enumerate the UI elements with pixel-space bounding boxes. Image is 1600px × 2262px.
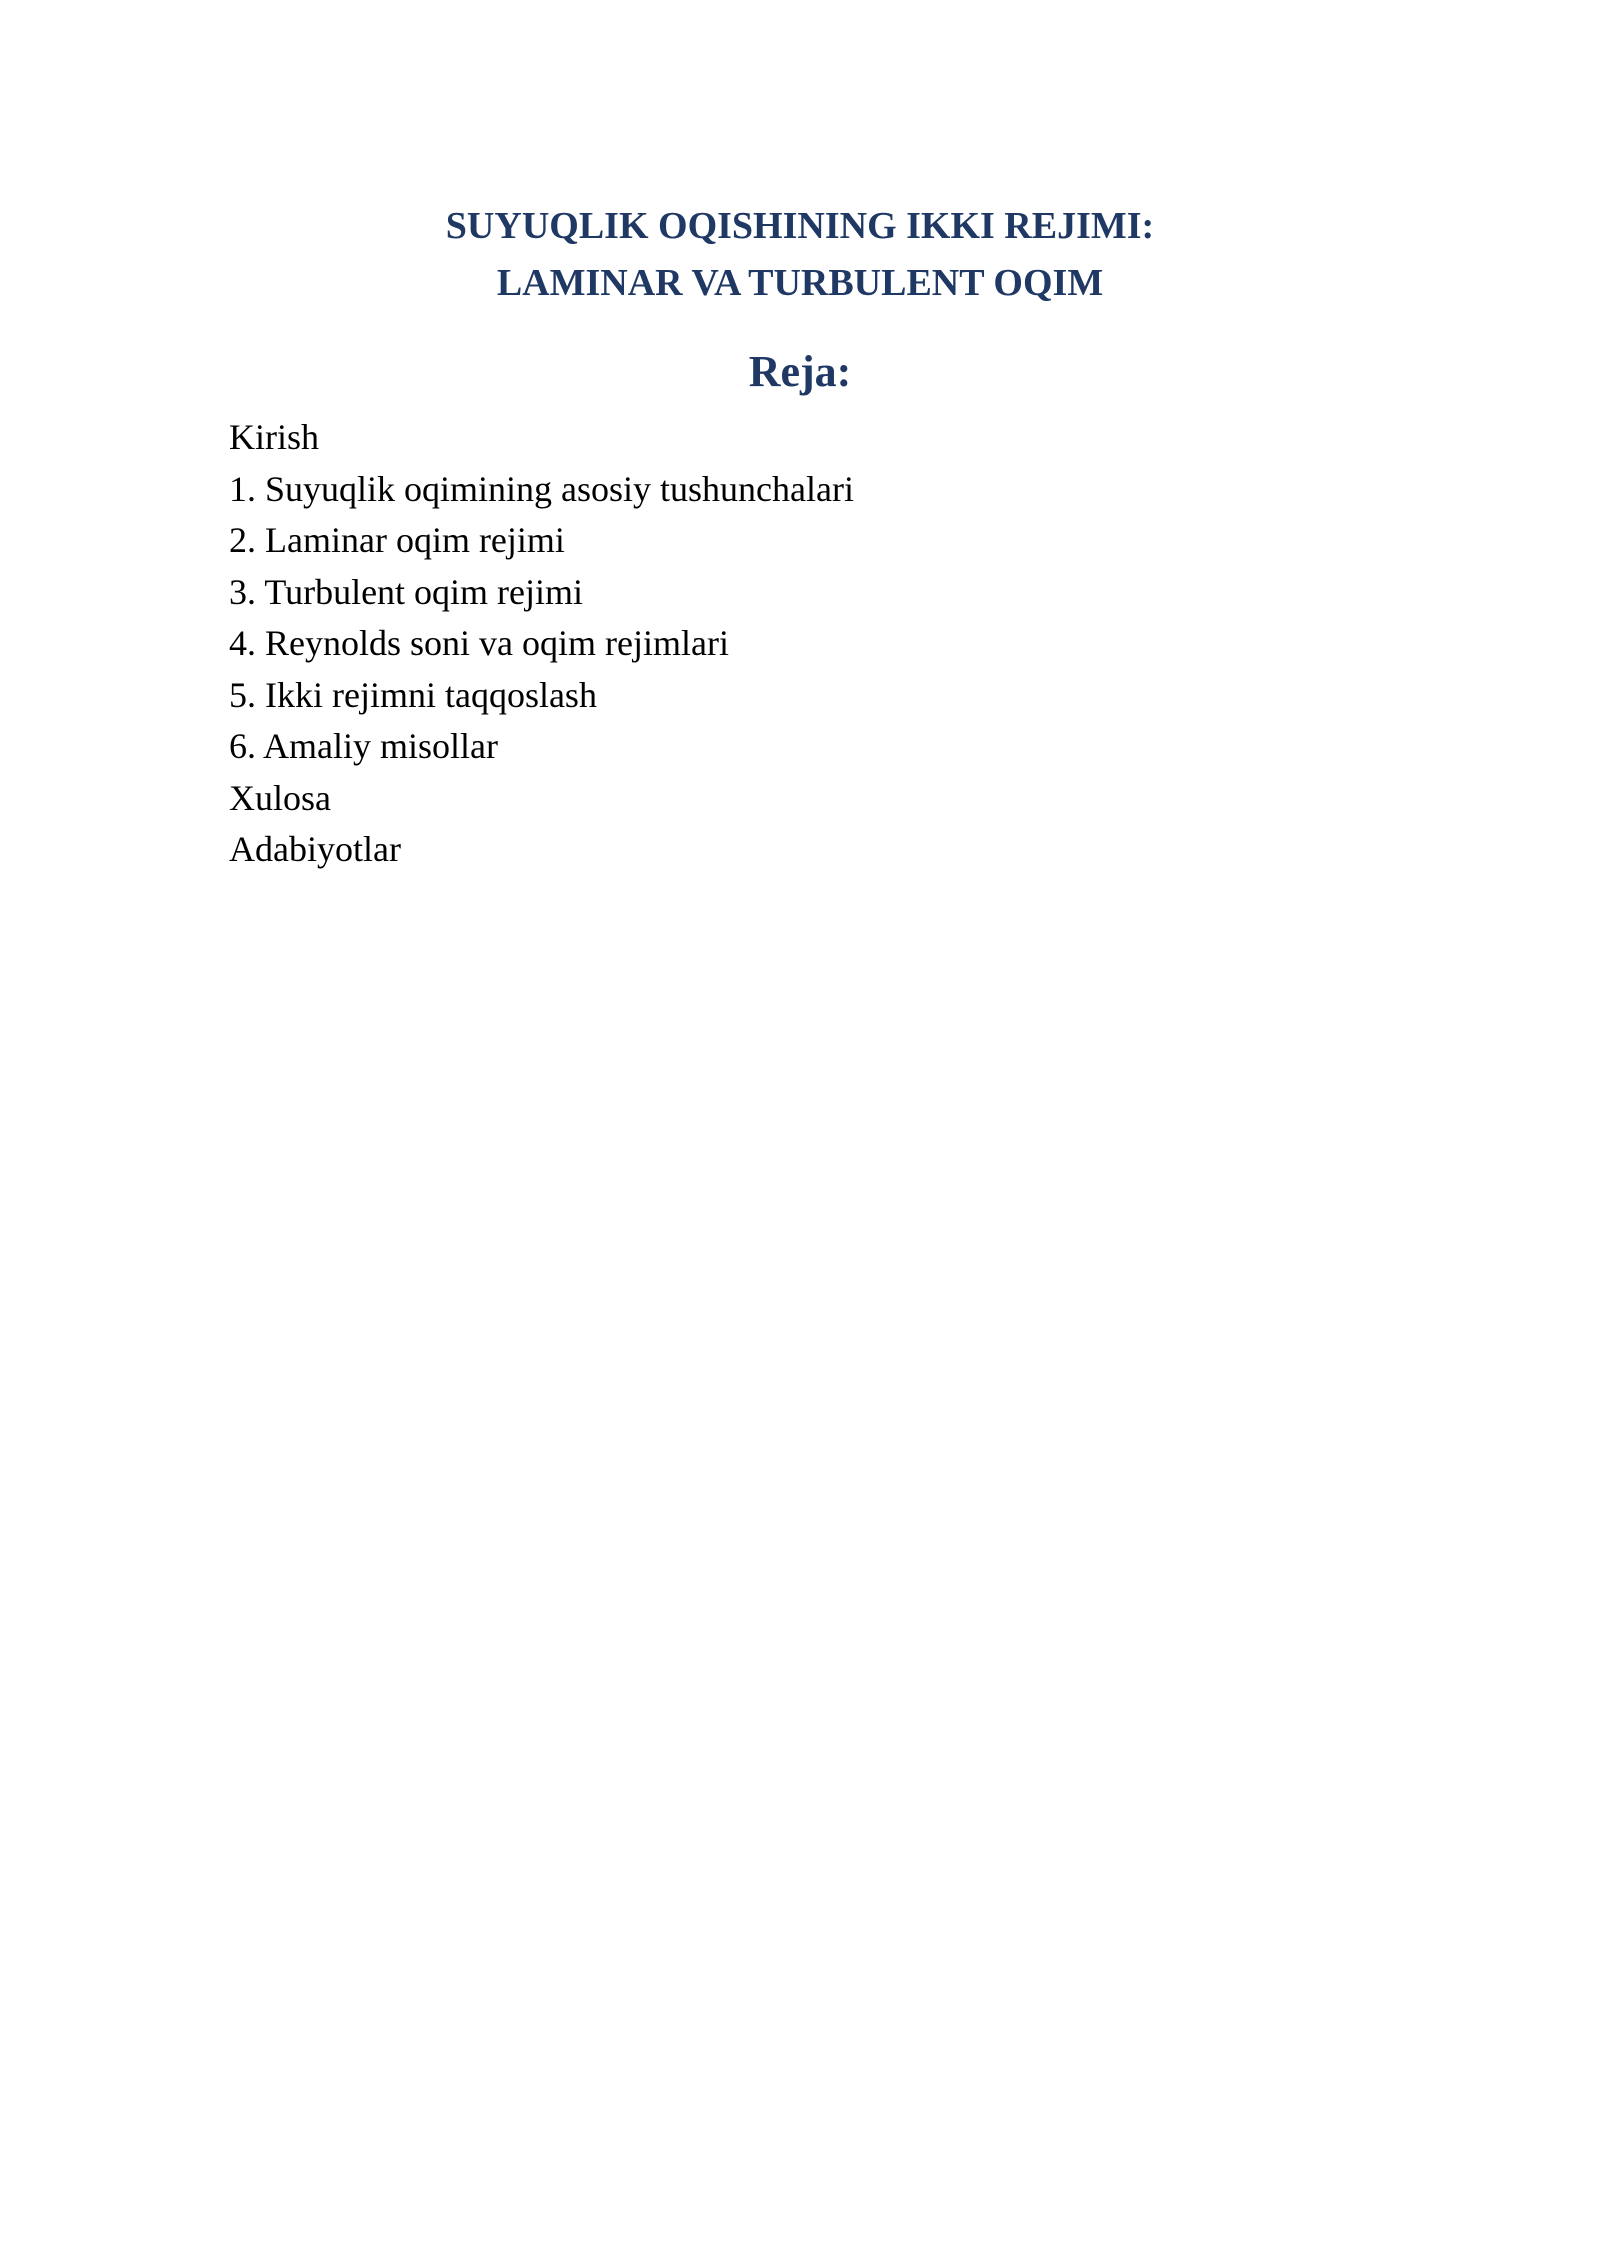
title-line-2: LAMINAR VA TURBULENT OQIM [496,262,1104,304]
toc-item-conclusion: Xulosa [229,777,331,818]
toc-item-5: 5. Ikki rejimni taqqoslash [229,674,597,715]
table-of-contents [229,412,854,876]
toc-item-introduction: Kirish [229,417,319,457]
document-title [0,198,1600,312]
plan-heading: Reja: [748,347,852,396]
title-line-1: SUYUQLIK OQISHINING IKKI REJIMI: [445,205,1155,247]
toc-item-3: 3. Turbulent oqim rejimi [229,571,584,612]
toc-item-1: 1. Suyuqlik oqimining asosiy tushunchalari [229,468,854,509]
toc-item-references: Adabiyotlar [229,829,401,869]
toc-item-6: 6. Amaliy misollar [229,726,498,766]
toc-item-4: 4. Reynolds soni va oqim rejimlari [229,623,729,663]
toc-item-2: 2. Laminar oqim rejimi [229,520,565,560]
